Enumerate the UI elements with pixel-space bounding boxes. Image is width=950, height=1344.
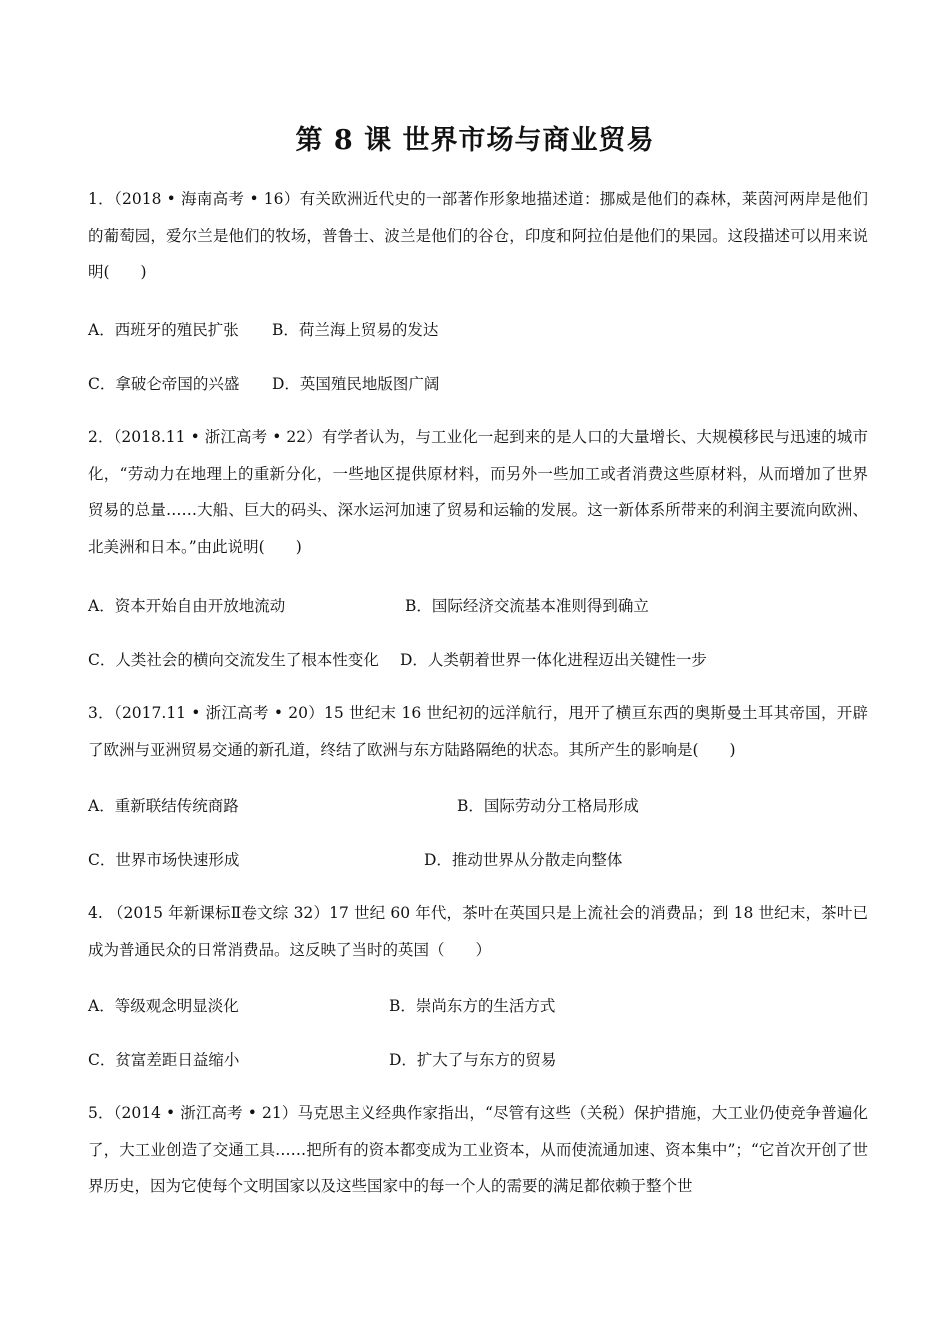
option-c: C．人类社会的横向交流发生了根本性变化 xyxy=(88,651,379,669)
question-2 xyxy=(88,419,868,565)
question-stem: 1．（2018 • 海南高考 • 16）有关欧洲近代史的一部著作形象地描述道：挪威是他们的森林，莱茵河两岸是他们的葡萄园，爱尔兰是他们的牧场，普鲁士、波兰是他们的谷仓，印度和阿拉伯是他们的果园。这段描述可以用来说明( ) xyxy=(88,190,868,281)
option-d: D．推动世界从分散走向整体 xyxy=(424,851,623,869)
option-a: A．重新联结传统商路 xyxy=(88,797,239,815)
option-b: B．崇尚东方的生活方式 xyxy=(389,997,556,1015)
option-a: A．等级观念明显淡化 xyxy=(88,997,239,1015)
page-title: 第 8 课 世界市场与商业贸易 xyxy=(295,125,655,156)
option-d: D．人类朝着世界一体化进程迈出关键性一步 xyxy=(400,651,707,669)
option-d: D．英国殖民地版图广阔 xyxy=(272,375,440,393)
option-c: C．贫富差距日益缩小 xyxy=(88,1051,240,1069)
question-stem: 4. （2015 年新课标Ⅱ卷文综 32）17 世纪 60 年代，茶叶在英国只是上流社会的消费品；到 18 世纪末，茶叶已成为普通民众的日常消费品。这反映了当时的英国（ ） xyxy=(88,904,868,959)
option-c: C．拿破仑帝国的兴盛 xyxy=(88,375,240,393)
question-4 xyxy=(88,895,868,968)
option-c: C．世界市场快速形成 xyxy=(88,851,240,869)
question-stem: 5．（2014 • 浙江高考 • 21）马克思主义经典作家指出，“尽管有这些（关税）保护措施，大工业仍使竞争普遍化了，大工业创造了交通工具……把所有的资本都变成为工业资本，从而使流通加速、资本集中”；“它首次开创了世界历史，因为它使每个文明国家以及这些国家中的每一个人的需要的满足都依赖于整个世 xyxy=(88,1104,868,1195)
question-5 xyxy=(88,1095,868,1205)
option-b: B．国际劳动分工格局形成 xyxy=(457,797,639,815)
question-stem: 3．（2017.11 • 浙江高考 • 20）15 世纪末 16 世纪初的远洋航行，甩开了横亘东西的奥斯曼土耳其帝国，开辟了欧洲与亚洲贸易交通的新孔道，终结了欧洲与东方陆路隔绝的状态。其所产生的影响是( ) xyxy=(88,704,868,759)
option-b: B．荷兰海上贸易的发达 xyxy=(272,321,439,339)
option-a: A．资本开始自由开放地流动 xyxy=(88,597,286,615)
option-b: B．国际经济交流基本准则得到确立 xyxy=(405,597,649,615)
option-a: A．西班牙的殖民扩张 xyxy=(88,321,239,339)
question-3 xyxy=(88,695,868,768)
question-stem: 2．（2018.11 • 浙江高考 • 22）有学者认为，与工业化一起到来的是人口的大量增长、大规模移民与迅速的城市化，“劳动力在地理上的重新分化，一些地区提供原材料，而另外一些加工或者消费这些原材料，从而增加了世界贸易的总量……大船、巨大的码头、深水运河加速了贸易和运输的发展。这一新体系所带来的利润主要流向欧洲、北美洲和日本。”由此说明( ) xyxy=(88,428,868,556)
option-d: D．扩大了与东方的贸易 xyxy=(389,1051,557,1069)
question-1 xyxy=(88,181,868,291)
